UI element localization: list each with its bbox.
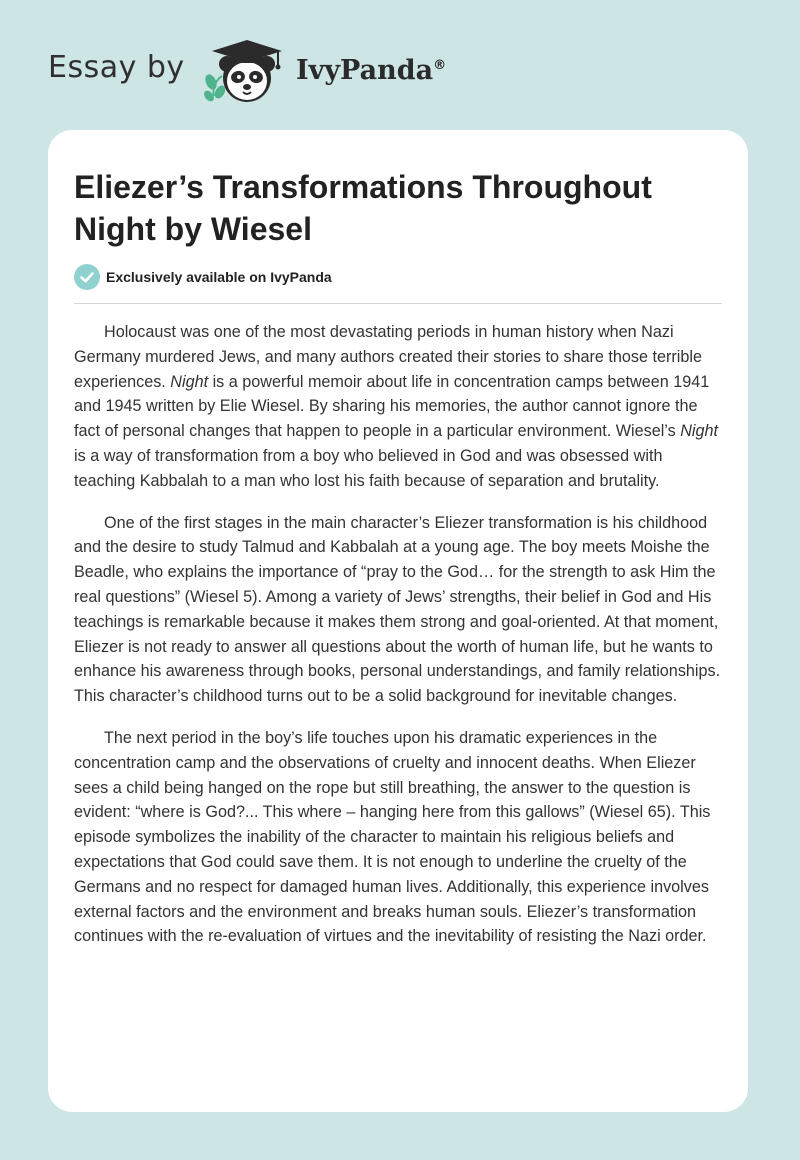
paragraph-text: is a powerful memoir about life in concentration camps between 1941 and 1945 written by Elie Wiesel. By sharing his memories, the author cannot ignore the fact of personal changes that happen to people in a particular environment. Wiesel’s: [74, 372, 710, 441]
paragraph: [74, 511, 724, 709]
exclusive-badge: [74, 264, 332, 290]
check-circle-icon: [74, 264, 100, 290]
paragraph-text: One of the first stages in the main character’s Eliezer transformation is his childhood and the desire to study Talmud and Kabbalah at a young age. The boy meets Moishe the Beadle, who explains the importance of “pray to the God… for the strength to ask Him the real questions” (Wiesel 5). Among a variety of Jews’ strengths, their belief in God and His teachings is remarkable because it makes them strong and goal-oriented. At that moment, Eliezer is not ready to answer all questions about the worth of human life, but he wants to enhance his awareness through books, personal understandings, and family relationships. This character’s childhood turns out to be a solid background for inevitable changes.: [74, 513, 721, 706]
paragraph: [74, 726, 724, 949]
paragraph-text: The next period in the boy’s life touches upon his dramatic experiences in the concentration camp and the observations of cruelty and innocent deaths. When Eliezer sees a child being hanged on the rope but still breathing, the answer to the question is evident: “where is God?... This where – hanging here from this gallows” (Wiesel 65). This episode symbolizes the inability of the character to maintain his religious beliefs and expectations that God could save them. It is not enough to underline the cruelty of the Germans and no respect for damaged human lives. Additionally, this experience involves external factors and the environment and breaks human souls. Eliezer’s transformation continues with the re-evaluation of virtues and the inevitability of resisting the Nazi order.: [74, 728, 711, 946]
essay-card: [48, 130, 748, 1112]
essay-body: [74, 320, 724, 966]
paragraph-text: Holocaust was one of the most devastating periods in human history when Nazi Germany murdered Jews, and many authors created their stories to share those terrible experiences.: [74, 323, 703, 391]
paragraph-text: is a way of transformation from a boy who believed in God and was obsessed with teaching Kabbalah to a man who lost his faith because of separation and brutality.: [74, 446, 663, 490]
panda-graduate-icon[interactable]: [200, 34, 292, 108]
divider: [74, 303, 722, 304]
registered-mark: ®: [433, 58, 447, 73]
book-title-italic: Night: [170, 372, 209, 391]
book-title-italic: Night: [680, 422, 718, 441]
essay-title: Eliezer’s Transformations Throughout Night by Wiesel: [74, 169, 652, 247]
site-header: [0, 0, 800, 130]
essay-by-label: Essay by: [48, 50, 185, 85]
brand-name[interactable]: IvyPanda®: [296, 55, 447, 86]
paragraph: [74, 320, 724, 494]
exclusive-label: Exclusively available on IvyPanda: [106, 269, 332, 285]
